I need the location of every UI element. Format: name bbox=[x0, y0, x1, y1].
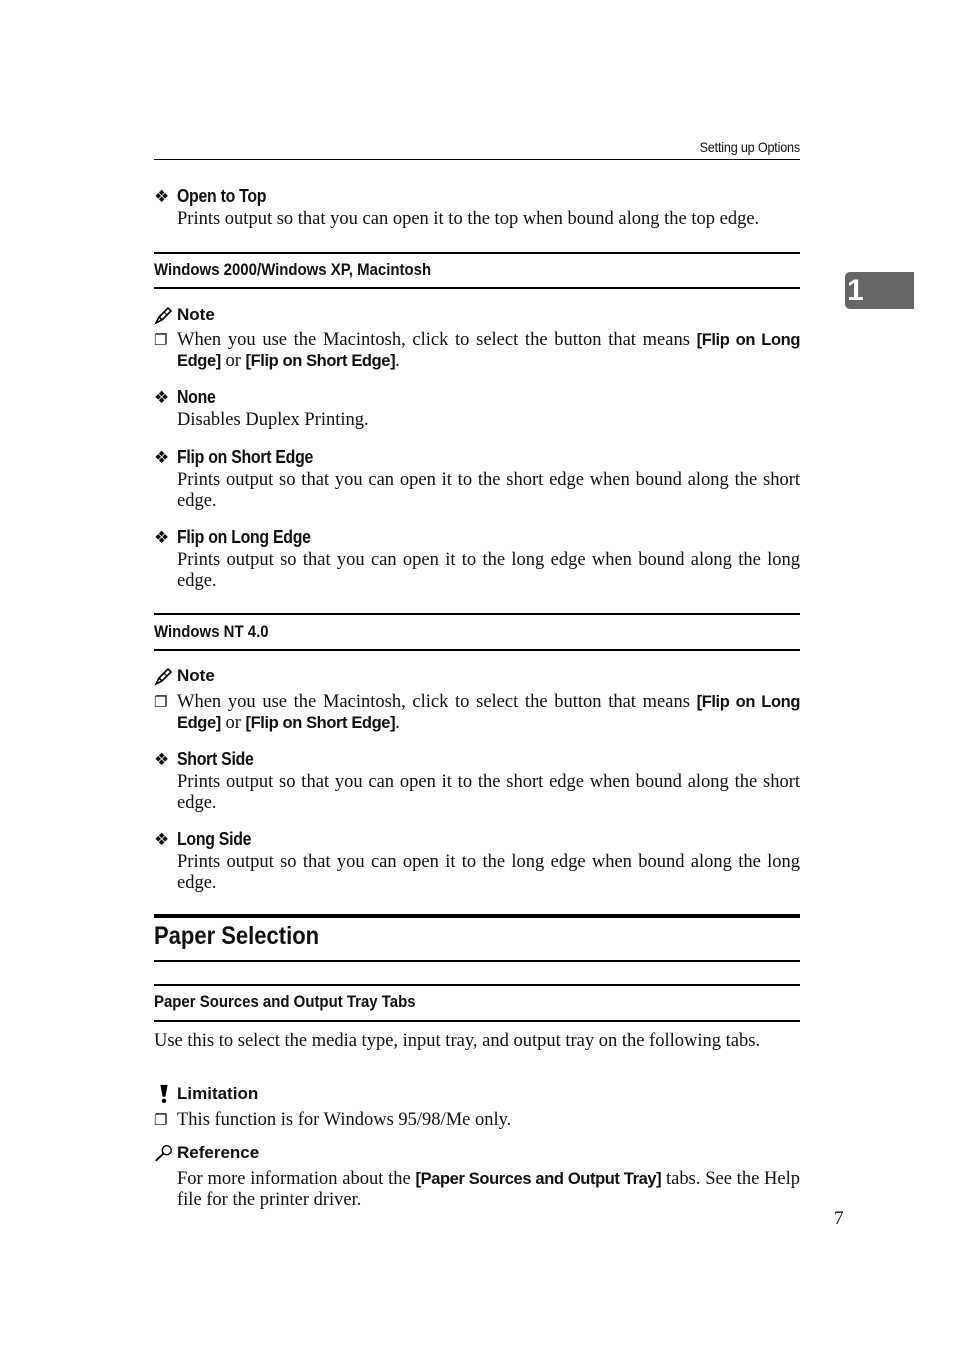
subsection-rule-bottom bbox=[154, 649, 800, 651]
page-number: 7 bbox=[834, 1208, 844, 1229]
diamond-bullet-icon: ❖ bbox=[154, 749, 169, 770]
item-description: Prints output so that you can open it to the short edge when bound along the short edge. bbox=[177, 772, 800, 813]
note-item bbox=[154, 692, 800, 734]
reference-label: Reference bbox=[177, 1143, 260, 1162]
subsection-heading: Windows 2000/Windows XP, Macintosh bbox=[154, 260, 432, 279]
limitation-label: Limitation bbox=[177, 1084, 259, 1103]
note-item bbox=[154, 330, 800, 372]
note-heading bbox=[154, 666, 215, 686]
diamond-bullet-icon: ❖ bbox=[154, 387, 169, 408]
item-heading bbox=[154, 829, 261, 850]
chapter-tab bbox=[845, 272, 914, 309]
header-rule bbox=[154, 159, 800, 160]
note-heading bbox=[154, 305, 215, 325]
subsection-rule-bottom bbox=[154, 287, 800, 289]
limitation-text: This function is for Windows 95/98/Me only. bbox=[177, 1110, 512, 1130]
item-heading bbox=[154, 749, 264, 770]
intro-paragraph: Use this to select the media type, input tray, and output tray on the following tabs. bbox=[154, 1031, 761, 1051]
checkbox-icon: ❐ bbox=[154, 693, 168, 711]
item-label: Flip on Long Edge bbox=[177, 527, 311, 547]
reference-text: For more information about the [Paper Sources and Output Tray] tabs. See the Help file for the printer driver. bbox=[177, 1169, 800, 1210]
checkbox-icon: ❐ bbox=[154, 1111, 168, 1129]
subsection-rule-top bbox=[154, 613, 800, 615]
magnifier-icon bbox=[154, 1143, 174, 1163]
pencil-icon bbox=[154, 305, 174, 325]
section-title: Paper Selection bbox=[154, 922, 320, 950]
pencil-icon bbox=[154, 666, 174, 686]
item-label: None bbox=[177, 387, 216, 407]
item-description: Prints output so that you can open it to the long edge when bound along the long edge. bbox=[177, 550, 800, 591]
exclamation-icon bbox=[154, 1084, 174, 1104]
section-rule-top bbox=[154, 914, 800, 918]
diamond-bullet-icon: ❖ bbox=[154, 527, 169, 548]
limitation-heading bbox=[154, 1084, 258, 1104]
item-heading bbox=[154, 387, 221, 408]
section-rule-bottom bbox=[154, 960, 800, 962]
item-description: Prints output so that you can open it to the long edge when bound along the long edge. bbox=[177, 852, 800, 893]
item-label: Open to Top bbox=[177, 186, 267, 206]
limitation-item bbox=[154, 1110, 800, 1131]
note-label: Note bbox=[177, 305, 215, 324]
subsection-heading: Windows NT 4.0 bbox=[154, 622, 269, 641]
chapter-number: 1 bbox=[847, 274, 864, 307]
subsection-heading: Paper Sources and Output Tray Tabs bbox=[154, 992, 416, 1011]
checkbox-icon: ❐ bbox=[154, 331, 168, 349]
item-heading bbox=[154, 186, 278, 207]
item-label: Long Side bbox=[177, 829, 252, 849]
subsection-rule-top bbox=[154, 984, 800, 986]
item-description: Disables Duplex Printing. bbox=[177, 410, 369, 430]
item-description: Prints output so that you can open it to the short edge when bound along the short edge. bbox=[177, 470, 800, 511]
item-heading bbox=[154, 447, 332, 468]
diamond-bullet-icon: ❖ bbox=[154, 186, 169, 207]
item-label: Flip on Short Edge bbox=[177, 447, 314, 467]
running-head: Setting up Options bbox=[699, 139, 800, 155]
reference-heading bbox=[154, 1143, 259, 1163]
note-label: Note bbox=[177, 666, 215, 685]
subsection-rule-bottom bbox=[154, 1020, 800, 1022]
note-text: When you use the Macintosh, click to select the button that means [Flip on Long Edge] or [Flip on Short Edge]. bbox=[177, 692, 800, 733]
diamond-bullet-icon: ❖ bbox=[154, 829, 169, 850]
item-description: Prints output so that you can open it to the top when bound along the top edge. bbox=[177, 209, 760, 229]
item-heading bbox=[154, 527, 329, 548]
diamond-bullet-icon: ❖ bbox=[154, 447, 169, 468]
subsection-rule-top bbox=[154, 252, 800, 254]
item-label: Short Side bbox=[177, 749, 254, 769]
note-text: When you use the Macintosh, click to select the button that means [Flip on Long Edge] or [Flip on Short Edge]. bbox=[177, 330, 800, 371]
